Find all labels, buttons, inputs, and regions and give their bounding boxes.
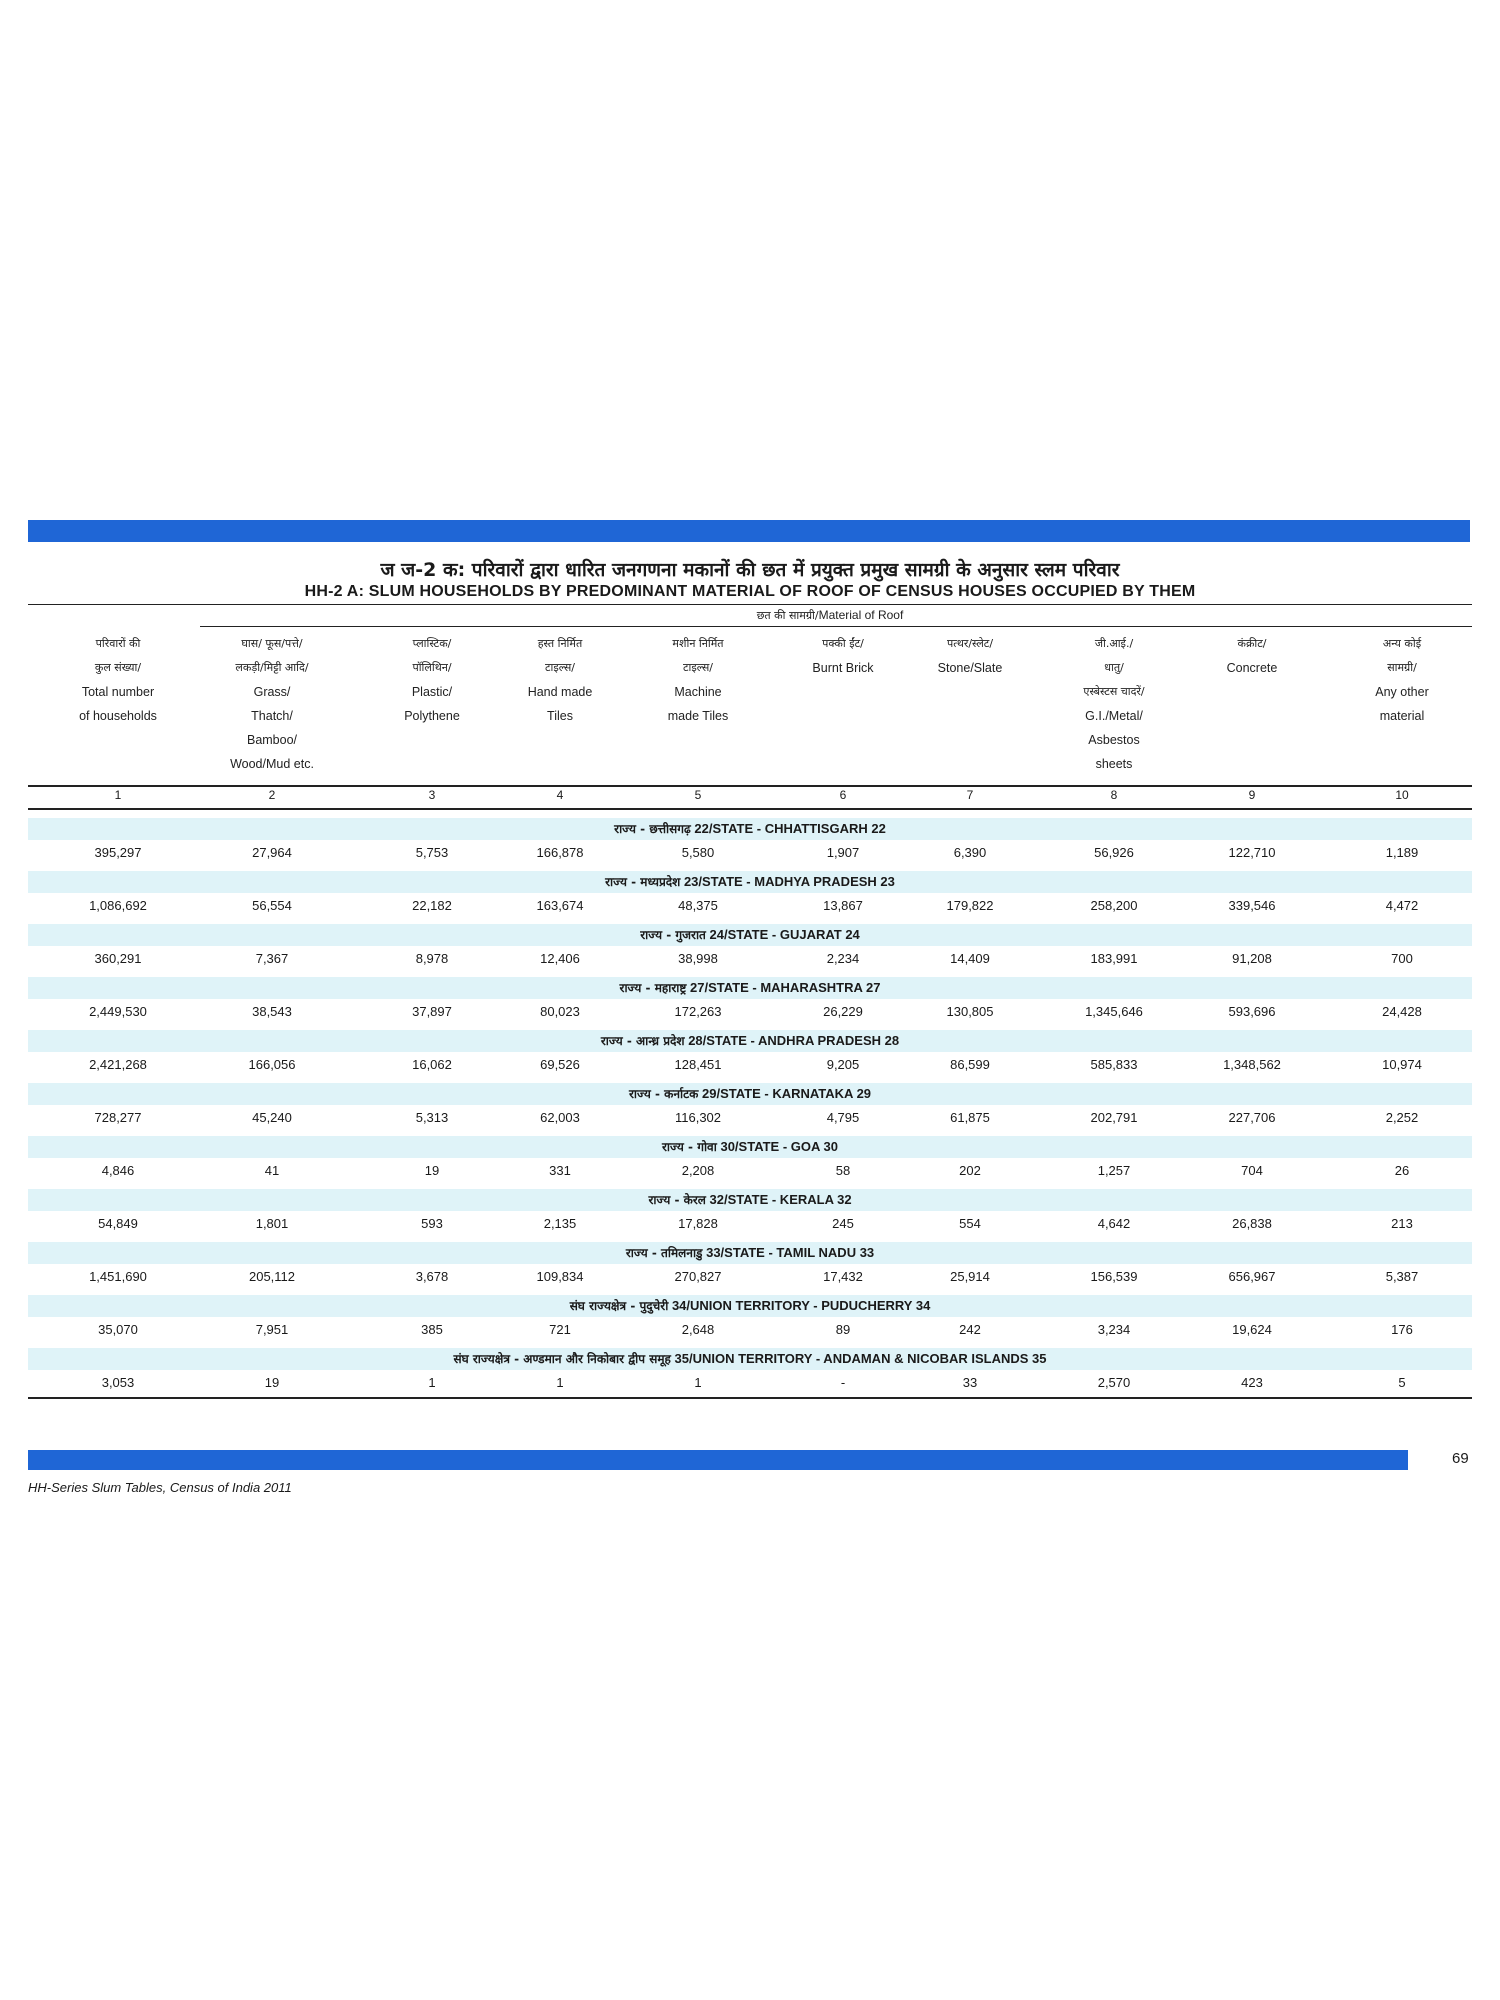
table-title-hindi: ज ज-2 क: परिवारों द्वारा धारित जनगणना मकानों की छत में प्रयुक्त प्रमुख सामग्री के अनुसार स्लम परिवार	[380, 559, 1120, 581]
table-cell-col-4: 2,135	[543, 1216, 577, 1231]
column-header-english-line: Grass/	[253, 685, 291, 699]
column-header-hindi-line: धातु/	[1104, 661, 1124, 674]
table-cell-col-3: 593	[421, 1216, 443, 1231]
column-header-english-line: Hand made	[527, 685, 593, 699]
table-cell-col-6: 2,234	[826, 951, 860, 966]
roof-material-header	[200, 608, 1460, 623]
column-header-english-line: Bamboo/	[246, 733, 298, 747]
table-cell-col-5: 1	[694, 1375, 702, 1390]
column-header-english-line: of households	[79, 709, 157, 723]
column-header-english-line: Total number	[81, 685, 155, 699]
table-cell-col-10: 1,189	[1385, 845, 1419, 860]
state-label-hindi: राज्य - तमिलनाडु	[625, 1246, 703, 1260]
state-label-english: 35/UNION TERRITORY - ANDAMAN & NICOBAR ISLANDS 35	[674, 1351, 1047, 1366]
table-cell-col-5: 2,208	[681, 1163, 715, 1178]
table-cell-col-2: 56,554	[252, 898, 292, 913]
table-cell-col-3: 37,897	[412, 1004, 452, 1019]
column-header-hindi-line: एस्बेस्टस चादरें/	[1083, 685, 1145, 698]
table-cell-col-2: 19	[264, 1375, 280, 1390]
table-cell-col-1: 360,291	[94, 951, 142, 966]
table-cell-col-3: 5,313	[415, 1110, 449, 1125]
state-label-hindi: राज्य - गुजरात	[640, 928, 706, 942]
state-label	[28, 1189, 1472, 1211]
column-number: 7	[966, 788, 974, 802]
column-header-english-line: made Tiles	[667, 709, 729, 723]
table-cell-col-5: 116,302	[674, 1110, 722, 1125]
table-cell-col-2: 38,543	[252, 1004, 292, 1019]
table-cell-col-2: 7,951	[255, 1322, 289, 1337]
table-cell-col-5: 17,828	[678, 1216, 718, 1231]
column-header-hindi-line: अन्य कोई	[1382, 637, 1422, 650]
table-cell-col-3: 16,062	[412, 1057, 452, 1072]
roof-header-hindi: छत की सामग्री/	[756, 609, 819, 622]
table-cell-col-7: 554	[959, 1216, 981, 1231]
table-cell-col-9: 423	[1241, 1375, 1263, 1390]
column-number: 3	[428, 788, 436, 802]
column-number: 1	[114, 788, 122, 802]
state-label	[28, 924, 1472, 946]
state-label-english: 34/UNION TERRITORY - PUDUCHERRY 34	[671, 1298, 931, 1313]
column-header-hindi-line: पक्की ईंट/	[822, 637, 864, 650]
table-cell-col-3: 5,753	[415, 845, 449, 860]
state-label-hindi: राज्य - मध्यप्रदेश	[605, 875, 681, 889]
column-header-english-line: Tiles	[547, 709, 573, 723]
column-header-hindi-line: हस्त निर्मित	[537, 637, 583, 650]
table-cell-col-10: 26	[1394, 1163, 1410, 1178]
table-cell-col-7: 179,822	[946, 898, 994, 913]
table-cell-col-10: 24,428	[1382, 1004, 1422, 1019]
table-cell-col-5: 5,580	[681, 845, 715, 860]
table-cell-col-4: 109,834	[536, 1269, 584, 1284]
state-label	[28, 1136, 1472, 1158]
table-cell-col-7: 86,599	[950, 1057, 990, 1072]
table-cell-col-6: 1,907	[826, 845, 860, 860]
table-cell-col-7: 202	[959, 1163, 981, 1178]
table-cell-col-6: 17,432	[823, 1269, 863, 1284]
table-cell-col-1: 3,053	[101, 1375, 135, 1390]
table-cell-col-1: 4,846	[101, 1163, 135, 1178]
table-cell-col-2: 1,801	[255, 1216, 289, 1231]
table-cell-col-4: 80,023	[540, 1004, 580, 1019]
table-cell-col-2: 41	[264, 1163, 280, 1178]
table-cell-col-8: 2,570	[1097, 1375, 1131, 1390]
state-label-english: 33/STATE - TAMIL NADU 33	[706, 1245, 875, 1260]
table-cell-col-8: 156,539	[1090, 1269, 1138, 1284]
table-cell-col-5: 48,375	[678, 898, 718, 913]
table-cell-col-1: 54,849	[98, 1216, 138, 1231]
table-cell-col-3: 1	[428, 1375, 436, 1390]
state-label-english: 29/STATE - KARNATAKA 29	[702, 1086, 872, 1101]
table-cell-col-1: 2,421,268	[89, 1057, 147, 1072]
table-cell-col-3: 22,182	[412, 898, 452, 913]
table-cell-col-7: 25,914	[950, 1269, 990, 1284]
table-cell-col-10: 4,472	[1385, 898, 1419, 913]
table-cell-col-2: 205,112	[248, 1269, 296, 1284]
roof-header-english: Material of Roof	[818, 608, 904, 622]
table-cell-col-1: 35,070	[98, 1322, 138, 1337]
column-number: 6	[839, 788, 847, 802]
state-label-english: 27/STATE - MAHARASHTRA 27	[690, 980, 881, 995]
column-header-english-line: G.I./Metal/	[1085, 709, 1143, 723]
table-cell-col-8: 56,926	[1094, 845, 1134, 860]
column-header-english-line: Thatch/	[251, 709, 293, 723]
header-top-rule	[28, 604, 1472, 605]
table-cell-col-8: 1,345,646	[1085, 1004, 1143, 1019]
column-header-hindi-line: प्लास्टिक/	[412, 637, 452, 650]
column-header-english-line: Plastic/	[411, 685, 453, 699]
column-header-hindi-line: जी.आई./	[1094, 637, 1134, 650]
table-cell-col-9: 227,706	[1228, 1110, 1276, 1125]
table-cell-col-2: 45,240	[252, 1110, 292, 1125]
column-header-hindi-line: पत्थर/स्लेट/	[946, 637, 994, 650]
column-header-hindi-line: मशीन निर्मित	[672, 637, 724, 650]
table-cell-col-5: 2,648	[681, 1322, 715, 1337]
table-cell-col-7: 6,390	[953, 845, 987, 860]
table-cell-col-1: 1,086,692	[89, 898, 147, 913]
table-cell-col-7: 61,875	[950, 1110, 990, 1125]
state-label-english: 28/STATE - ANDHRA PRADESH 28	[688, 1033, 900, 1048]
table-cell-col-2: 166,056	[248, 1057, 296, 1072]
table-cell-col-8: 258,200	[1090, 898, 1138, 913]
table-cell-col-4: 12,406	[540, 951, 580, 966]
column-header-english-line: sheets	[1095, 757, 1133, 771]
table-cell-col-5: 128,451	[674, 1057, 722, 1072]
state-label-hindi: संघ राज्यक्षेत्र - पुदुचेरी	[569, 1299, 669, 1313]
column-header-english-line: Asbestos	[1088, 733, 1140, 747]
table-cell-col-9: 656,967	[1228, 1269, 1276, 1284]
column-header-2	[202, 632, 342, 776]
state-label-english: 22/STATE - CHHATTISGARH 22	[694, 821, 886, 836]
table-cell-col-10: 2,252	[1385, 1110, 1419, 1125]
table-cell-col-4: 721	[549, 1322, 571, 1337]
table-cell-col-7: 242	[959, 1322, 981, 1337]
table-cell-col-5: 172,263	[674, 1004, 722, 1019]
table-cell-col-8: 4,642	[1097, 1216, 1131, 1231]
state-label	[28, 1295, 1472, 1317]
table-cell-col-9: 704	[1241, 1163, 1263, 1178]
state-label	[28, 1083, 1472, 1105]
state-label	[28, 818, 1472, 840]
table-cell-col-6: 26,229	[823, 1004, 863, 1019]
column-number: 4	[556, 788, 564, 802]
column-header-9	[1182, 632, 1322, 680]
column-header-english-line: Machine	[674, 685, 722, 699]
state-label-hindi: राज्य - केरल	[648, 1193, 706, 1207]
table-cell-col-8: 183,991	[1090, 951, 1138, 966]
column-header-english-line: Burnt Brick	[812, 661, 874, 675]
footer-text: HH-Series Slum Tables, Census of India 2011	[28, 1480, 292, 1495]
bottom-blue-bar	[28, 1450, 1408, 1470]
table-cell-col-2: 27,964	[252, 845, 292, 860]
column-header-hindi-line: कुल संख्या/	[94, 661, 142, 674]
state-label	[28, 977, 1472, 999]
table-cell-col-8: 3,234	[1097, 1322, 1131, 1337]
table-cell-col-6: 58	[835, 1163, 851, 1178]
column-header-8	[1044, 632, 1184, 776]
column-header-hindi-line: टाइल्स/	[544, 661, 576, 674]
top-blue-bar	[28, 520, 1470, 542]
table-cell-col-7: 130,805	[946, 1004, 994, 1019]
table-cell-col-6: 9,205	[826, 1057, 860, 1072]
header-bottom-rule	[28, 785, 1472, 787]
table-cell-col-10: 213	[1391, 1216, 1413, 1231]
table-cell-col-8: 585,833	[1090, 1057, 1138, 1072]
table-cell-col-4: 166,878	[536, 845, 584, 860]
table-cell-col-4: 62,003	[540, 1110, 580, 1125]
state-label-hindi: राज्य - आन्ध्र प्रदेश	[600, 1034, 685, 1048]
state-label-hindi: राज्य - कर्नाटक	[628, 1087, 699, 1101]
column-header-english-line: Concrete	[1226, 661, 1278, 675]
state-label	[28, 871, 1472, 893]
colnum-bottom-rule	[28, 808, 1472, 810]
column-header-hindi-line: कंक्रीट/	[1237, 637, 1267, 650]
column-header-english-line: Stone/Slate	[937, 661, 1003, 675]
table-cell-col-9: 593,696	[1228, 1004, 1276, 1019]
state-label-hindi: राज्य - छत्तीसगढ़	[614, 822, 691, 836]
table-cell-col-4: 69,526	[540, 1057, 580, 1072]
table-cell-col-6: 89	[835, 1322, 851, 1337]
column-header-3	[362, 632, 502, 728]
column-header-hindi-line: सामग्री/	[1387, 661, 1417, 674]
table-cell-col-1: 1,451,690	[89, 1269, 147, 1284]
table-bottom-rule	[28, 1397, 1472, 1399]
table-cell-col-10: 176	[1391, 1322, 1413, 1337]
table-cell-col-5: 38,998	[678, 951, 718, 966]
column-number: 5	[694, 788, 702, 802]
state-label-hindi: राज्य - महाराष्ट्र	[619, 981, 687, 995]
column-number: 9	[1248, 788, 1256, 802]
table-cell-col-6: 4,795	[826, 1110, 860, 1125]
table-cell-col-6: 13,867	[823, 898, 863, 913]
table-cell-col-3: 3,678	[415, 1269, 449, 1284]
table-cell-col-9: 26,838	[1232, 1216, 1272, 1231]
table-cell-col-10: 700	[1391, 951, 1413, 966]
column-header-english-line: Polythene	[404, 709, 460, 723]
column-header-hindi-line: पॉलिथिन/	[412, 661, 452, 674]
table-title-english: HH-2 A: SLUM HOUSEHOLDS BY PREDOMINANT MATERIAL OF ROOF OF CENSUS HOUSES OCCUPIED BY THEM	[304, 583, 1196, 600]
state-label-english: 32/STATE - KERALA 32	[709, 1192, 852, 1207]
column-header-5	[628, 632, 768, 728]
column-header-hindi-line: टाइल्स/	[682, 661, 714, 674]
column-header-hindi-line: लकड़ी/मिट्टी आदि/	[235, 661, 309, 674]
table-cell-col-9: 122,710	[1228, 845, 1276, 860]
table-cell-col-6: 245	[832, 1216, 854, 1231]
table-cell-col-1: 728,277	[94, 1110, 142, 1125]
table-cell-col-7: 33	[962, 1375, 978, 1390]
table-cell-col-4: 1	[556, 1375, 564, 1390]
column-header-english-line: Any other	[1375, 685, 1429, 699]
state-label	[28, 1242, 1472, 1264]
table-cell-col-9: 19,624	[1232, 1322, 1272, 1337]
table-cell-col-8: 202,791	[1090, 1110, 1138, 1125]
state-label-english: 30/STATE - GOA 30	[720, 1139, 838, 1154]
state-label-hindi: संघ राज्यक्षेत्र - अण्डमान और निकोबार द्वीप समूह	[453, 1352, 671, 1366]
table-cell-col-9: 339,546	[1228, 898, 1276, 913]
table-cell-col-3: 19	[424, 1163, 440, 1178]
table-cell-col-9: 91,208	[1232, 951, 1272, 966]
column-header-4	[490, 632, 630, 728]
column-number: 10	[1395, 788, 1409, 802]
table-cell-col-5: 270,827	[674, 1269, 722, 1284]
column-header-10	[1332, 632, 1472, 728]
column-number: 8	[1110, 788, 1118, 802]
table-cell-col-9: 1,348,562	[1223, 1057, 1281, 1072]
column-header-english-line: material	[1379, 709, 1425, 723]
table-cell-col-10: 10,974	[1382, 1057, 1422, 1072]
table-cell-col-2: 7,367	[255, 951, 289, 966]
column-header-hindi-line: परिवारों की	[95, 637, 141, 650]
state-label	[28, 1030, 1472, 1052]
state-label	[28, 1348, 1472, 1370]
table-cell-col-8: 1,257	[1097, 1163, 1131, 1178]
column-header-7	[900, 632, 1040, 680]
table-cell-col-1: 2,449,530	[89, 1004, 147, 1019]
table-cell-col-6: -	[840, 1375, 846, 1390]
column-number: 2	[268, 788, 276, 802]
state-label-english: 24/STATE - GUJARAT 24	[709, 927, 860, 942]
column-header-6	[773, 632, 913, 680]
state-label-english: 23/STATE - MADHYA PRADESH 23	[683, 874, 895, 889]
table-cell-col-4: 163,674	[536, 898, 584, 913]
table-cell-col-4: 331	[549, 1163, 571, 1178]
column-header-hindi-line: घास/ फूस/पत्ते/	[241, 637, 303, 650]
roof-header-rule	[200, 626, 1472, 627]
table-cell-col-3: 8,978	[415, 951, 449, 966]
page-number: 69	[1452, 1450, 1469, 1467]
state-label-hindi: राज्य - गोवा	[662, 1140, 717, 1154]
table-cell-col-3: 385	[421, 1322, 443, 1337]
column-header-1	[48, 632, 188, 728]
table-cell-col-10: 5	[1398, 1375, 1406, 1390]
table-cell-col-10: 5,387	[1385, 1269, 1419, 1284]
column-header-english-line: Wood/Mud etc.	[230, 757, 314, 771]
table-cell-col-1: 395,297	[94, 845, 142, 860]
table-cell-col-7: 14,409	[950, 951, 990, 966]
